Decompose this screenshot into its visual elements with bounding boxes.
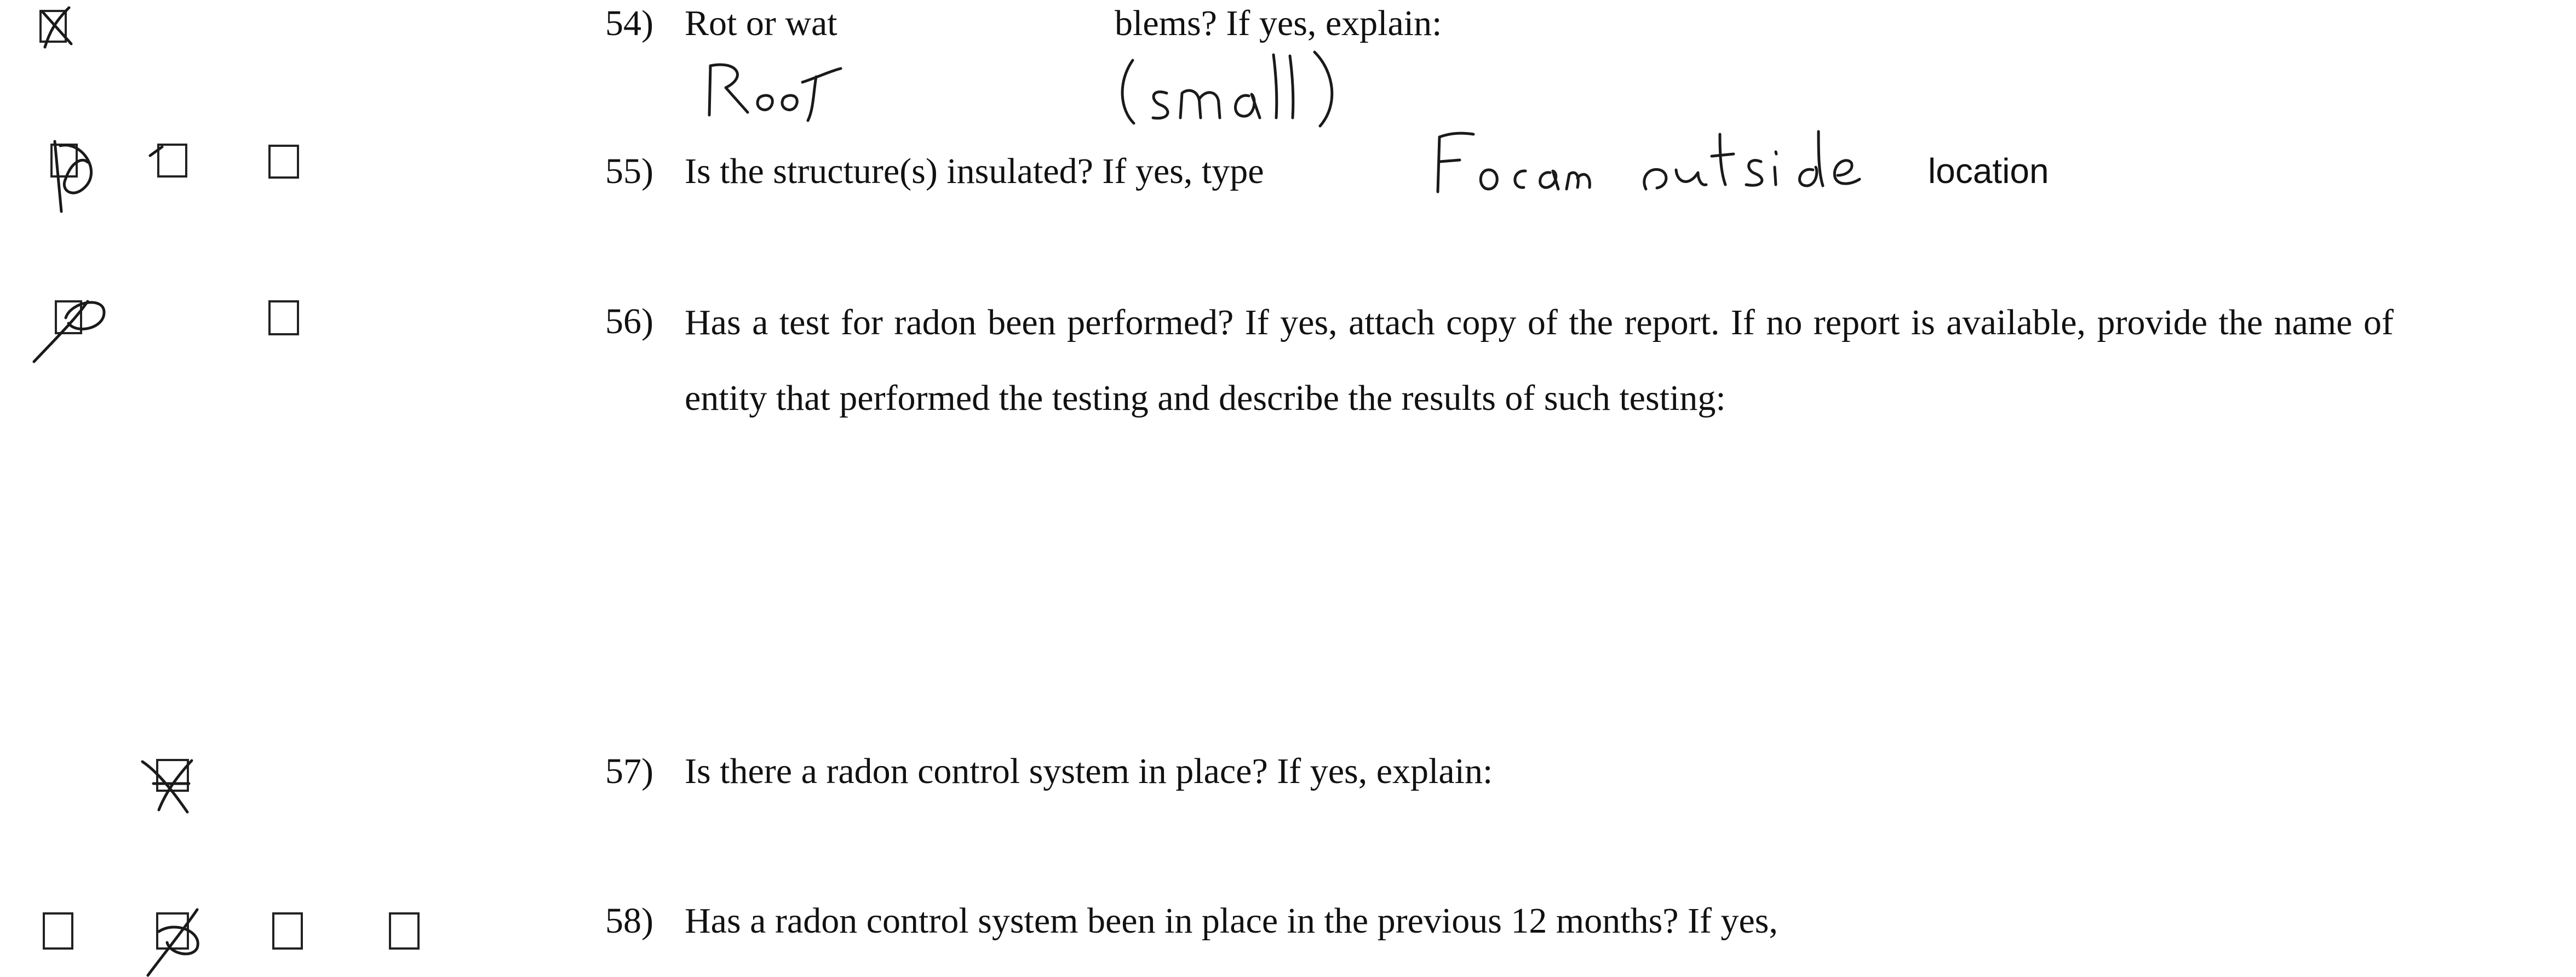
question-54-text-start: Rot or wat	[685, 3, 837, 43]
q58-checkbox-1[interactable]	[43, 912, 73, 950]
question-58-text: Has a radon control system been in place in the previous 12 months? If yes,	[685, 901, 1778, 941]
handwritten-answer-small	[1117, 44, 1380, 132]
handwritten-insulation-location	[1638, 118, 1868, 195]
question-54-number: 54)	[605, 3, 653, 43]
checkmark-icon	[137, 751, 203, 822]
question-56-text: Has a test for radon been performed? If yes, attach copy of the report. If no report is available, provide the name of entity that performed the testing and describe the results of such testing:	[685, 302, 2394, 418]
checkmark-icon	[33, 0, 82, 55]
handwritten-insulation-type	[1430, 126, 1594, 197]
question-55-location-label: location	[1928, 151, 2049, 191]
question-55-number: 55)	[605, 151, 653, 191]
question-57-number: 57)	[605, 751, 653, 791]
pen-mark-icon	[146, 141, 168, 163]
q58-checkbox-3[interactable]	[272, 912, 303, 950]
question-58-number: 58)	[605, 901, 653, 941]
question-54-text-end: blems? If yes, explain:	[1115, 3, 1442, 43]
q55-checkbox-3[interactable]	[268, 145, 299, 179]
checkmark-icon	[33, 129, 115, 217]
checkmark-icon	[22, 285, 115, 367]
checkmark-icon	[137, 899, 219, 977]
question-55-text: Is the structure(s) insulated? If yes, type	[685, 151, 1264, 191]
q58-checkbox-4[interactable]	[389, 912, 420, 950]
question-56-number: 56)	[605, 301, 653, 341]
question-57-text: Is there a radon control system in place? If yes, explain:	[685, 751, 1493, 791]
q56-checkbox-2[interactable]	[268, 300, 299, 335]
handwritten-answer-roof	[704, 55, 846, 126]
